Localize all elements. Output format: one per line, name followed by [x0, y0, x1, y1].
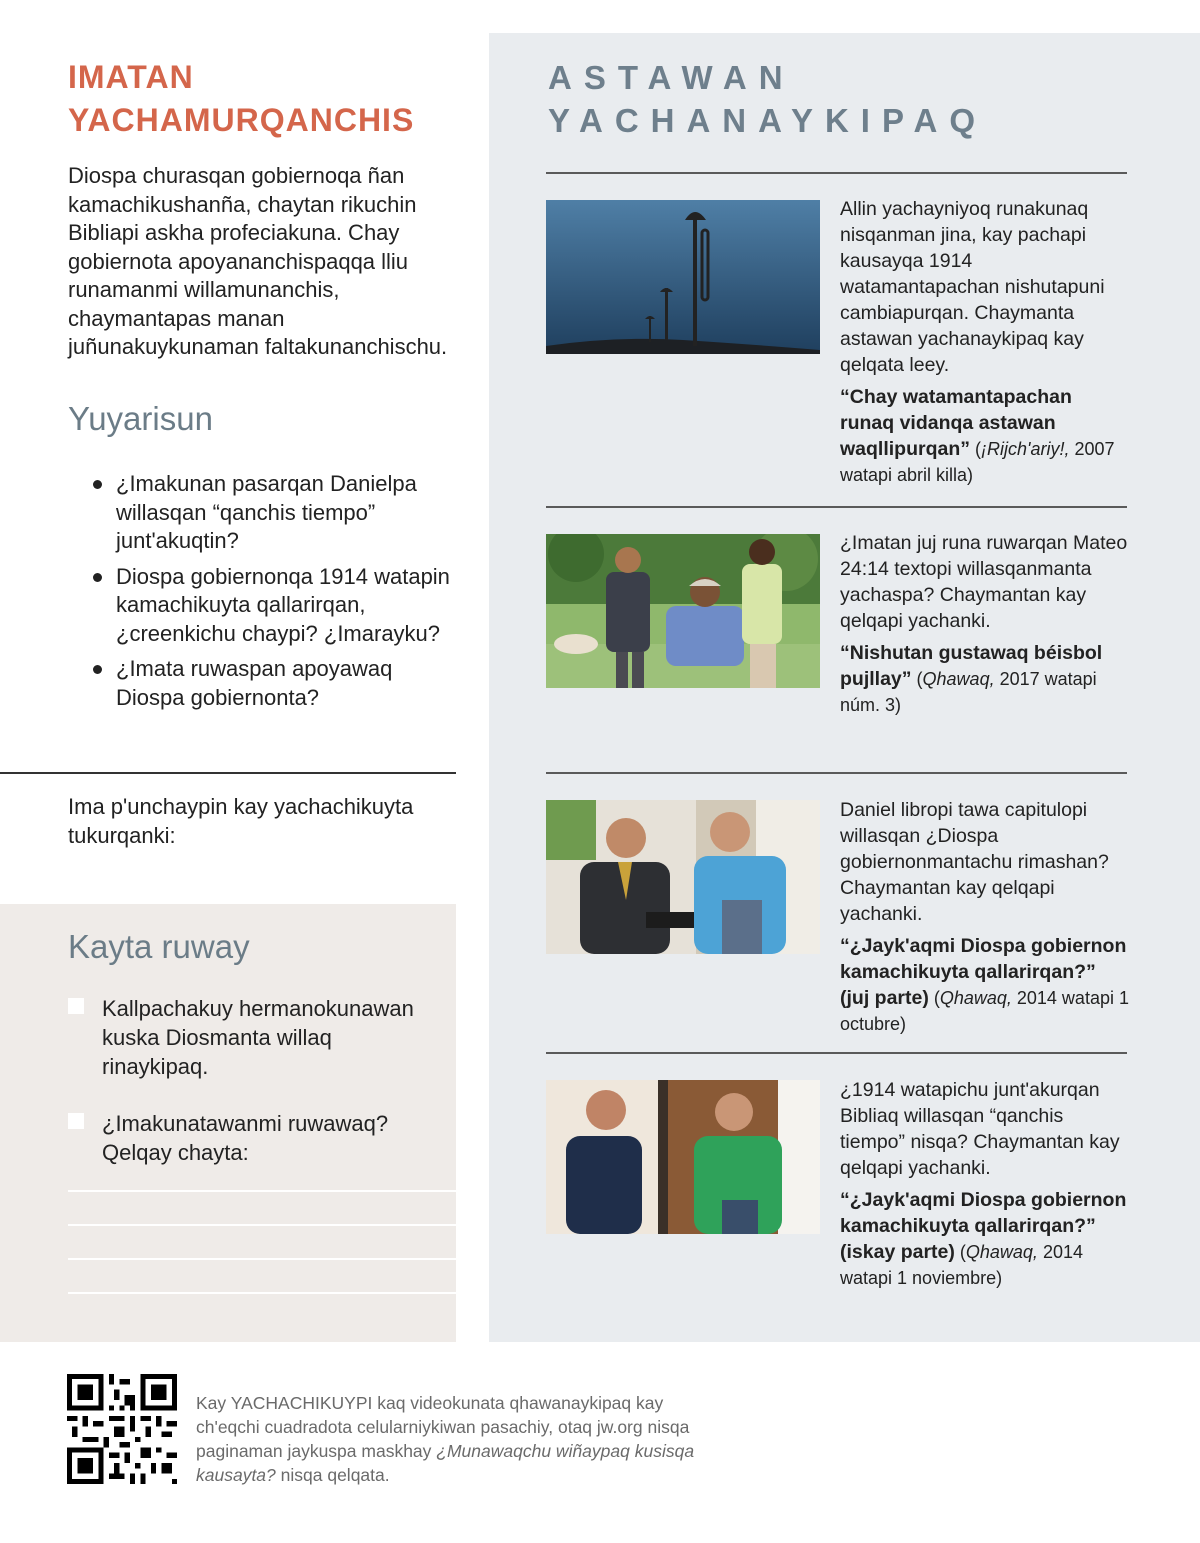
resource-description: ¿Imatan juj runa ruwarqan Mateo 24:14 textopi willasqanmanta yachaspa? Chaymantan kay qelqapi yachanki.	[840, 532, 1128, 632]
ref-paren: (	[911, 669, 923, 689]
writing-line[interactable]	[68, 1258, 456, 1260]
publication-date: 2014 watapi 1 noviembre)	[840, 1242, 1083, 1288]
further-study-title	[548, 56, 1148, 142]
writing-line[interactable]	[68, 1224, 456, 1226]
ref-paren: (	[970, 439, 982, 459]
review-heading: Yuyarisun	[68, 400, 213, 437]
footer-text: Kay YACHACHIKUYPI kaq videokunata qhawanaykipaq kay ch'eqchi cuadradota celularniykiwan pasachiy, otaq jw.org nisqa paginaman jaykuspa maskhay	[196, 1393, 690, 1461]
resource-card	[840, 196, 1130, 488]
todo-box	[0, 904, 456, 1342]
todo-item	[68, 1109, 428, 1167]
article-title: “¿Jayk'aqmi Diospa gobiernon kamachikuyta qallarirqan?” (juj parte)	[840, 935, 1127, 1009]
article-title: “¿Jayk'aqmi Diospa gobiernon kamachikuyta qallarirqan?” (iskay parte)	[840, 1189, 1127, 1263]
writing-line[interactable]	[68, 1190, 456, 1192]
resource-reference[interactable]	[840, 1187, 1130, 1291]
checkbox[interactable]	[68, 1113, 84, 1129]
publication-name: Qhawaq,	[922, 669, 995, 689]
divider	[546, 506, 1127, 508]
publication-date: 2017 watapi núm. 3)	[840, 669, 1097, 715]
checkbox[interactable]	[68, 998, 84, 1014]
resource-description: Daniel libropi tawa capitulopi willasqan ¿Diospa gobiernonmantachu rimashan? Chaymantan kay qelqapi yachanki.	[840, 799, 1109, 925]
todo-item	[68, 994, 428, 1081]
writing-line[interactable]	[68, 1292, 456, 1294]
ref-paren: (	[954, 1242, 966, 1262]
publication-name: ¡Rijch'ariy!,	[981, 439, 1070, 459]
resource-reference[interactable]	[840, 384, 1130, 488]
publication-name: Qhawaq,	[939, 988, 1012, 1008]
grandfather-with-grandchildren-image	[546, 534, 820, 688]
resource-card	[840, 530, 1130, 718]
lesson-title	[68, 56, 448, 142]
resource-card	[840, 1077, 1130, 1291]
man-in-green-sweater-image	[546, 1080, 820, 1234]
further-study-title-line1: ASTAWAN	[548, 59, 795, 96]
article-title: “Nishutan gustawaq béisbol pujllay”	[840, 642, 1103, 690]
footer-note	[196, 1391, 716, 1487]
qr-code-icon[interactable]	[67, 1374, 177, 1484]
review-question: ¿Imakunan pasarqan Danielpa willasqan “qanchis tiempo” junt'akuqtin?	[92, 470, 452, 556]
review-questions	[92, 470, 452, 719]
divider	[546, 172, 1127, 174]
footer-text-end: nisqa qelqata.	[275, 1465, 390, 1485]
resource-card	[840, 797, 1130, 1037]
lesson-title-line1: IMATAN	[68, 59, 194, 95]
resource-description: Allin yachayniyoq runakunaq nisqanman jina, kay pachapi kausayqa 1914 watamantapachan nishutapuni cambiapurqan. Chaymanta astawan yachanaykipaq kay qelqata leey.	[840, 198, 1105, 376]
divider	[546, 1052, 1127, 1054]
resource-description: ¿1914 watapichu junt'akurqan Bibliaq willasqan “qanchis tiempo” nisqa? Chaymantan kay qelqapi yachanki.	[840, 1079, 1120, 1179]
review-question: ¿Imata ruwaspan apoyawaq Diospa gobiernonta?	[92, 655, 452, 712]
lesson-title-line2: YACHAMURQANCHIS	[68, 102, 415, 138]
two-men-talking-image	[546, 800, 820, 954]
publication-date: 2014 watapi 1 octubre)	[840, 988, 1129, 1034]
footer-brochure-title[interactable]: ¿Munawaqchu wiñaypaq kusisqa kausayta?	[196, 1441, 695, 1485]
resource-reference[interactable]	[840, 933, 1130, 1037]
resource-reference[interactable]	[840, 640, 1130, 718]
completion-date-prompt: Ima p'unchaypin kay yachachikuyta tukurqanki:	[68, 794, 414, 848]
further-study-title-line2: YACHANAYKIPAQ	[548, 102, 988, 139]
divider	[0, 772, 456, 774]
ref-paren: (	[928, 988, 940, 1008]
todo-item-label: ¿Imakunatawanmi ruwawaq? Qelqay chayta:	[102, 1111, 389, 1165]
todo-item-label: Kallpachakuy hermanokunawan kuska Diosmanta willaq rinaykipaq.	[102, 996, 414, 1079]
todo-heading: Kayta ruway	[68, 928, 250, 965]
review-question: Diospa gobiernonqa 1914 watapin kamachikuyta qallarirqan, ¿creenkichu chaypi? ¿Imarayku?	[92, 563, 452, 649]
intro-paragraph: Diospa churasqan gobiernoqa ñan kamachikushanña, chaytan rikuchin Bibliapi askha profeciakuna. Chay gobiernota apoyananchispaqqa lliu runamanmi willamunanchis, chaymantapas manan juñunakuykunaman faltakunanchischu.	[68, 163, 448, 359]
publication-date: 2007 watapi abril killa)	[840, 439, 1115, 485]
soldier-memorial-image	[546, 200, 820, 354]
article-title: “Chay watamantapachan runaq vidanqa astawan waqllipurqan”	[840, 386, 1072, 460]
publication-name: Qhawaq,	[965, 1242, 1038, 1262]
divider	[546, 772, 1127, 774]
